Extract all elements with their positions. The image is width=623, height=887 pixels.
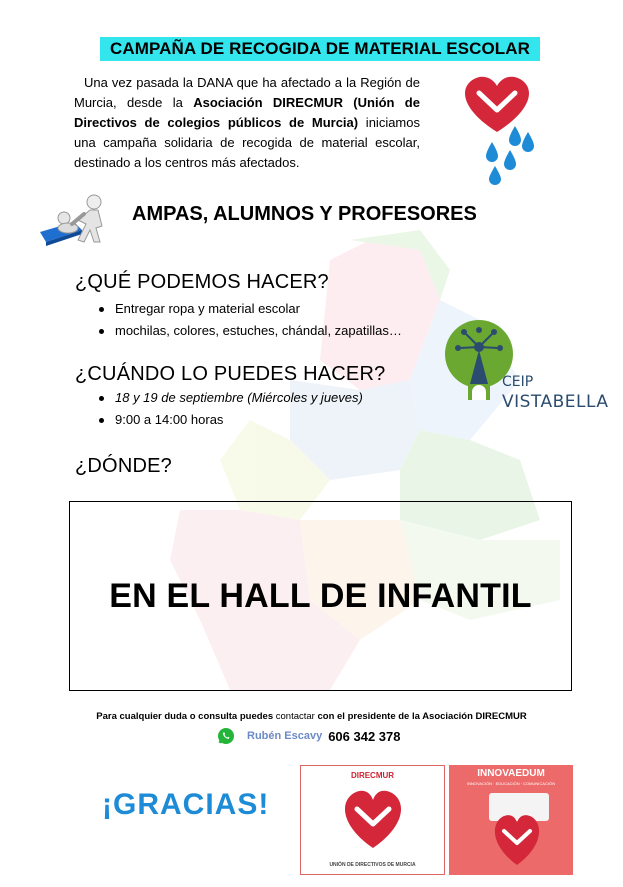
contact-prefix: Para cualquier duda o consulta puedes	[96, 711, 276, 722]
school-name-line1: CEIP	[502, 374, 534, 390]
contact-suffix: con el presidente de la Asociación DIRECMUR	[314, 711, 527, 722]
what-list	[95, 298, 402, 342]
list-item: 9:00 a 14:00 horas	[95, 409, 363, 431]
where-heading: ¿DÓNDE?	[75, 455, 172, 477]
audience-heading: AMPAS, ALUMNOS Y PROFESORES	[132, 203, 477, 225]
whatsapp-icon	[217, 727, 235, 745]
contact-phone-row	[217, 726, 401, 746]
direcmur-card-title: DIRECMUR	[350, 771, 395, 780]
contact-name: Rubén Escavy	[247, 730, 323, 742]
intro-text-end: iniciamos una campaña solidaria de recogida de material escolar, destinado a los centros más afectados.	[74, 115, 420, 170]
innovaedum-logo-card	[449, 765, 573, 875]
innovaedum-title: INNOVAEDUM	[477, 768, 545, 779]
direcmur-card-subtitle: UNIÓN DE DIRECTIVOS DE MURCIA	[329, 862, 416, 868]
contact-phone: 606 342 378	[328, 728, 401, 744]
heart-drops-icon	[452, 66, 542, 186]
heart-icon	[337, 784, 409, 852]
when-list	[95, 387, 363, 431]
intro-association-name: Asociación DIRECMUR (Unión de Directivos de colegios públicos de Murcia)	[74, 95, 420, 130]
innovaedum-subtitle: INNOVACIÓN · EDUCACIÓN · COMUNICACIÓN	[467, 781, 555, 786]
school-name-line2: VISTABELLA	[502, 392, 609, 412]
list-item: 18 y 19 de septiembre (Miércoles y jueves)	[95, 387, 363, 409]
intro-paragraph	[74, 73, 420, 173]
direcmur-logo-card	[300, 765, 445, 875]
location-box	[69, 501, 572, 691]
what-heading: ¿QUÉ PODEMOS HACER?	[75, 271, 329, 293]
thanks-text: ¡GRACIAS!	[102, 788, 270, 821]
contact-line	[0, 711, 623, 722]
heart-icon	[489, 809, 545, 869]
contact-verb: contactar	[275, 711, 315, 722]
page-title: CAMPAÑA DE RECOGIDA DE MATERIAL ESCOLAR	[100, 37, 540, 61]
helping-figures-icon	[38, 192, 116, 246]
when-heading: ¿CUÁNDO LO PUEDES HACER?	[75, 363, 386, 385]
school-logo	[444, 320, 609, 430]
location-text: EN EL HALL DE INFANTIL	[109, 576, 532, 615]
list-item: Entregar ropa y material escolar	[95, 298, 402, 320]
intro-text-start: Una vez pasada la DANA que ha afectado a la Región de Murcia, desde la	[74, 75, 420, 110]
list-item: mochilas, colores, estuches, chándal, zapatillas…	[95, 320, 402, 342]
